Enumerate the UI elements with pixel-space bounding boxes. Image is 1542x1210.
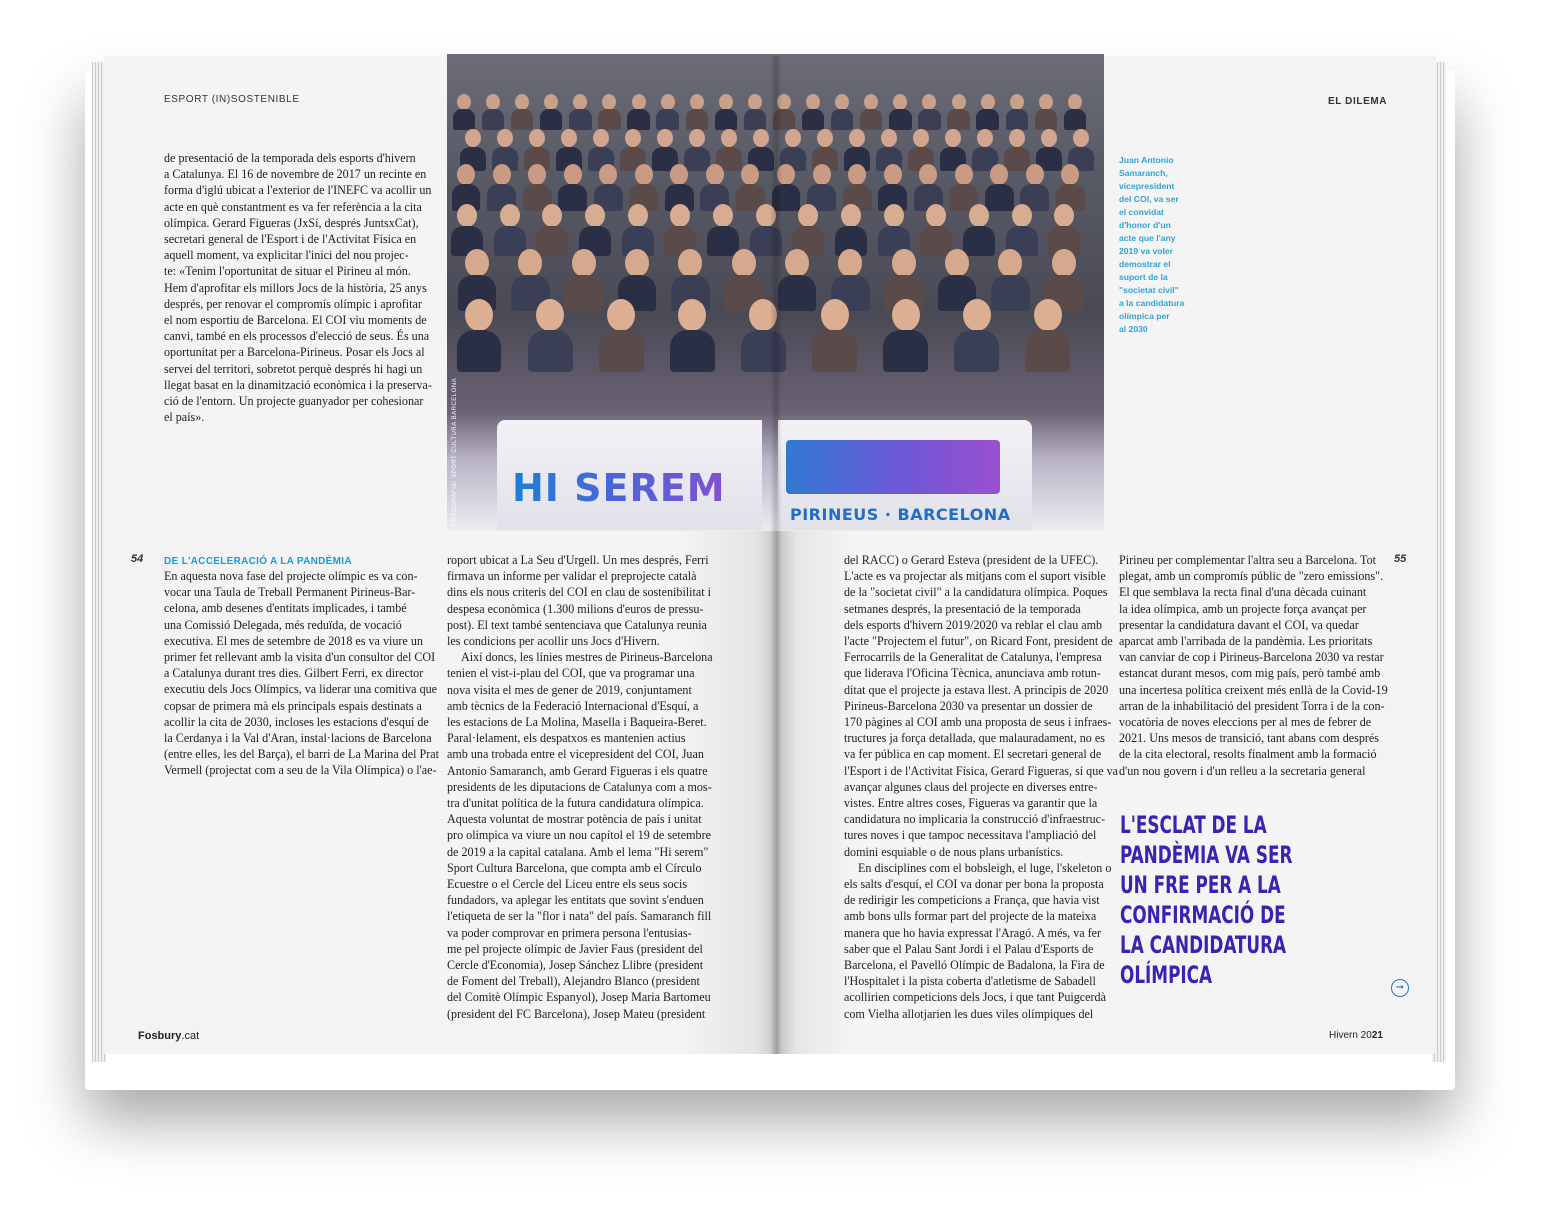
crowd-person	[926, 204, 946, 227]
crowd-suit	[598, 109, 620, 130]
crowd-person	[529, 129, 545, 147]
text-line: manera que ho havia expressat l'Aragó. A més, va fer	[844, 925, 1102, 940]
text-line: tructures ja força detallada, que malauradament, no es	[844, 731, 1105, 746]
text-line: amb bons ulls formar part del projecte de la mateixa	[844, 909, 1097, 924]
caption-line: 2019 va voler	[1119, 246, 1173, 256]
crowd-suit	[802, 109, 824, 130]
crowd-suit	[707, 226, 739, 256]
text-line: copsar de primera mà els principals espais destinats a	[164, 698, 422, 713]
text-line: primer fet rellevant amb la visita d'un consultor del COI	[164, 650, 436, 665]
intro-column	[164, 150, 430, 425]
crowd-person	[670, 164, 688, 185]
crowd-person	[599, 164, 617, 185]
crowd-person	[1010, 94, 1024, 110]
crowd-person	[1012, 204, 1032, 227]
crowd-person	[969, 204, 989, 227]
crowd-suit	[511, 109, 533, 130]
crowd-person	[536, 299, 564, 331]
text-line: candidatura no implicaria la construcció d'infraestruc-	[844, 812, 1106, 827]
text-line: el país».	[164, 410, 205, 425]
crowd-person	[798, 204, 818, 227]
crowd-person	[1068, 94, 1082, 110]
crowd-suit	[627, 109, 649, 130]
crowd-suit	[453, 109, 475, 130]
text-line: del Comitè Olímpic Espanyol), Josep Maria Bartomeu	[447, 990, 711, 1005]
crowd-person	[465, 129, 481, 147]
text-line: aparcat amb l'arribada de la pandèmia. Les prioritats	[1119, 634, 1373, 649]
crowd-person	[625, 249, 649, 277]
text-line: secretari general de l'Esport i de l'Activitat Física en	[164, 232, 417, 247]
crowd-person	[881, 129, 897, 147]
crowd-person	[892, 249, 916, 277]
text-line: arran de la inhabilitació del president Torra i de la con-	[1119, 698, 1385, 713]
text-line: llegat basat en la dinamització econòmica i la preserva-	[164, 377, 432, 392]
text-line: olímpica. Gerard Figueras (JxSí, després JuntsxCat),	[164, 215, 419, 230]
text-line: avançar algunes claus del projecte en diverses entre-	[844, 779, 1098, 794]
crowd-suit	[715, 109, 737, 130]
crowd-suit	[536, 226, 568, 256]
crowd-person	[849, 129, 865, 147]
text-line: a Catalunya. El 16 de novembre de 2017 un recinte en	[164, 167, 427, 182]
crowd-person	[465, 299, 493, 331]
text-line: pro olímpica va viure un nou capítol el 19 de setembre	[447, 828, 711, 843]
crowd-person	[528, 164, 546, 185]
text-line: el nom esportiu de Barcelona. El COI viu moments de	[164, 313, 427, 328]
pullquote-line: LA CANDIDATURA	[1120, 931, 1287, 959]
crowd-person	[864, 94, 878, 110]
text-line: vocatòria de noves eleccions per al mes de febrer de	[1119, 715, 1372, 730]
text-line-group	[1119, 552, 1389, 779]
caption-line: a la candidatura	[1119, 298, 1185, 308]
text-line: la idea olímpica, amb un projecte força avançat per	[1119, 601, 1367, 616]
text-line: de la cita electoral, resolts finalment amb la formació	[1119, 747, 1377, 762]
crowd-suit	[684, 147, 710, 171]
crowd-person	[457, 204, 477, 227]
text-line: estancat durant mesos, com mig país, però també amb	[1119, 666, 1381, 681]
pullquote-line: OLÍMPICA	[1120, 961, 1213, 989]
crowd-person	[719, 94, 733, 110]
text-line: oportunitat per a Barcelona-Pirineus. Posar els Jocs al	[164, 345, 425, 360]
text-line: Hem d'aprofitar els millors Jocs de la història, 25 anys	[164, 280, 427, 295]
crowd-suit	[564, 275, 602, 311]
text-line: Sport Cultura Barcelona, que compta amb el Círculo	[447, 860, 702, 875]
crowd-suit	[569, 109, 591, 130]
crowd-suit	[918, 109, 940, 130]
caption-line: el convidat	[1119, 207, 1164, 217]
text-line: me pel projecte olímpic de Javier Faus (president del	[447, 941, 703, 956]
text-line: vistes. Entre altres coses, Figueras va garantir que la	[844, 796, 1098, 811]
crowd-person	[884, 164, 902, 185]
text-line: l'Esport i de l'Activitat Física, Gerard Figueras, sí que va	[844, 763, 1119, 778]
photo-caption	[1119, 154, 1199, 336]
crowd-suit	[812, 330, 857, 372]
crowd-person	[913, 129, 929, 147]
crowd-suit	[883, 330, 928, 372]
crowd-suit	[744, 109, 766, 130]
text-line: de redirigir les competicions a França, que havia vist	[844, 893, 1100, 908]
caption-line: al 2030	[1119, 324, 1148, 334]
text-line: va fer pública en cap moment. El secretari general de	[844, 747, 1102, 762]
footer-year: 21	[1371, 1030, 1383, 1041]
crowd-suit	[976, 109, 998, 130]
text-line-group	[447, 552, 717, 649]
crowd-person	[841, 204, 861, 227]
crowd-person	[706, 164, 724, 185]
text-line: Ecuestre o el Cercle del Liceu entre els seus socis	[447, 877, 688, 892]
crowd-suit	[686, 109, 708, 130]
text-line: d'un nou govern i d'un relleu a la secretaria general	[1119, 763, 1366, 778]
body-column-2	[447, 552, 717, 1022]
crowd-person	[670, 204, 690, 227]
caption-line: olímpica per	[1119, 311, 1170, 321]
caption-line: suport de la	[1119, 272, 1168, 282]
running-head-left: ESPORT (IN)SOSTENIBLE	[164, 94, 300, 105]
crowd-person	[493, 164, 511, 185]
text-line: dels esports d'hivern 2019/2020 va reblar el clau amb	[844, 617, 1103, 632]
crowd-person	[635, 164, 653, 185]
text-line: a Catalunya durant tres dies. Gilbert Ferri, ex director	[164, 666, 424, 681]
text-line: acollirien competicions dels Jocs, i que tant Puigcerdà	[844, 990, 1106, 1005]
text-line: de Foment del Treball), Alejandro Blanco (president	[447, 974, 700, 989]
text-line: presentar la candidatura davant el COI, va quedar	[1119, 617, 1359, 632]
banner-left-text: HI SEREM	[512, 466, 726, 510]
text-line: celona, amb desenes d'entitats implicades, i també	[164, 601, 407, 616]
pullquote-line: UN FRE PER A LA	[1120, 871, 1281, 899]
text-line: En disciplines com el bobsleigh, el luge, l'skeleton o	[858, 860, 1112, 875]
text-line: Paral·lelament, els despatxos es mantenien actius	[447, 731, 686, 746]
crowd-person	[661, 94, 675, 110]
caption-line: "societat civil"	[1119, 285, 1179, 295]
barcelona-skyline-icon	[786, 440, 1000, 494]
crowd-person	[892, 299, 920, 331]
crowd-person	[806, 94, 820, 110]
crowd-suit	[482, 109, 504, 130]
text-line: Barcelona, el Pavelló Olímpic de Badalona, la Fira de	[844, 958, 1105, 973]
body-column-1	[164, 568, 440, 779]
text-line: vocar una Taula de Treball Permanent Pirineus-Bar-	[164, 585, 416, 600]
crowd-person	[713, 204, 733, 227]
text-line: del RACC) o Gerard Esteva (president de la UFEC).	[844, 553, 1099, 567]
footer-brand	[138, 1030, 199, 1042]
crowd-suit	[889, 109, 911, 130]
crowd-person	[998, 249, 1022, 277]
crowd-person	[963, 299, 991, 331]
crowd-person	[632, 94, 646, 110]
text-line: presidents de les diputacions de Catalunya com a mos-	[447, 779, 712, 794]
text-line: com Vielha allotjarien les dues viles olímpiques del	[844, 1006, 1094, 1021]
text-line-group	[164, 150, 430, 425]
crowd-person	[1061, 164, 1079, 185]
crowd-person	[838, 249, 862, 277]
text-line: (entre elles, les del Barça), el barri de La Marina del Prat	[164, 747, 440, 762]
crowd-suit	[954, 330, 999, 372]
text-line: les condicions per acollir uns Jocs d'Hivern.	[447, 634, 660, 649]
body-column-4	[1119, 552, 1389, 779]
text-line: nova visita el mes de gener de 2019, conjuntament	[447, 682, 692, 697]
crowd-person	[457, 94, 471, 110]
crowd-person	[625, 129, 641, 147]
text-line: L'acte es va projectar als mitjans com el suport visible	[844, 569, 1106, 584]
crowd-suit	[656, 109, 678, 130]
text-line: post). El text també sentenciava que Catalunya reunia	[447, 617, 707, 632]
text-line: que liderava l'Oficina Tècnica, anunciava amb rotun-	[844, 666, 1101, 681]
text-line: Pirineu per complementar l'altra seu a Barcelona. Tot	[1119, 553, 1376, 567]
caption-line: acte que l'any	[1119, 233, 1176, 243]
caption-line: d'honor d'un	[1119, 220, 1171, 230]
running-head-right: EL DILEMA	[1328, 96, 1388, 107]
text-line: El que semblava la recta final d'una dècada cuinant	[1119, 585, 1367, 600]
crowd-person	[1009, 129, 1025, 147]
crowd-person	[628, 204, 648, 227]
crowd-suit	[963, 226, 995, 256]
text-line: En aquesta nova fase del projecte olímpic es va con-	[164, 569, 418, 583]
crowd-person	[817, 129, 833, 147]
crowd-person	[945, 249, 969, 277]
caption-line-group	[1119, 154, 1199, 336]
crowd-person	[1073, 129, 1089, 147]
crowd-person	[952, 94, 966, 110]
pullquote-line-group	[1120, 810, 1292, 990]
text-line: l'acte "Projectem el futur", on Ricard Font, president de	[844, 634, 1113, 649]
crowd-person	[657, 129, 673, 147]
crowd-person	[585, 204, 605, 227]
crowd-person	[835, 94, 849, 110]
crowd-person	[753, 129, 769, 147]
text-line: les estacions de La Molina, Masella i Baqueira-Beret.	[447, 715, 707, 730]
text-line: amb una trobada entre el vicepresident del COI, Juan	[447, 747, 704, 762]
text-line-group	[447, 649, 717, 1022]
crowd-person	[945, 129, 961, 147]
crowd-person	[1026, 164, 1044, 185]
text-line: Aquesta voluntat de mostrar potència de país i unitat	[447, 812, 702, 827]
text-line: servei del territori, sobretot perquè després hi hagi un	[164, 361, 423, 376]
text-line: canvi, també en els processos d'elecció de seus. És una	[164, 329, 430, 344]
text-line: executiva. El mes de setembre de 2018 es va viure un	[164, 633, 423, 648]
text-line: de 2019 a la capital catalana. Amb el lema "Hi serem"	[447, 844, 709, 859]
next-arrow-icon[interactable]: ➞	[1391, 979, 1409, 997]
text-line: una Comissió Delegada, més reduïda, de vocació	[164, 617, 402, 632]
crowd-person	[690, 94, 704, 110]
pullquote-line: CONFIRMACIÓ DE	[1120, 901, 1286, 929]
text-line: l'etiqueta de ser la "flor i nata" del país. Samaranch fill	[447, 909, 712, 924]
crowd-person	[848, 164, 866, 185]
crowd-suit	[558, 184, 587, 211]
text-line: (president del FC Barcelona), Josep Mateu (president	[447, 1006, 706, 1021]
crowd-person	[572, 249, 596, 277]
text-line: Així doncs, les línies mestres de Pirineus-Barcelona	[461, 650, 713, 665]
crowd-person	[732, 249, 756, 277]
footer-season: Hivern 20	[1329, 1030, 1372, 1041]
crowd-suit	[1064, 109, 1086, 130]
crowd-suit	[1025, 330, 1070, 372]
caption-line: Samaranch,	[1119, 168, 1168, 178]
crowd-person	[678, 249, 702, 277]
crowd-suit	[831, 109, 853, 130]
caption-line: del COI, va ser	[1119, 194, 1179, 204]
banner-right-text: PIRINEUS · BARCELONA	[790, 505, 1011, 524]
crowd-person	[893, 94, 907, 110]
crowd-person	[561, 129, 577, 147]
text-line: la Cerdanya i la Val d'Aran, instal·lacions de Barcelona	[164, 731, 432, 746]
text-line: Vermell (projectat com a seu de la Vila Olímpica) o l'ae-	[164, 763, 437, 778]
crowd-suit	[670, 330, 715, 372]
crowd-person	[564, 164, 582, 185]
crowd-suit	[920, 226, 952, 256]
crowd-person	[813, 164, 831, 185]
text-line: acollir la cita de 2030, incloses les estacions d'esquí de	[164, 714, 429, 729]
crowd-person	[990, 164, 1008, 185]
crowd-person	[981, 94, 995, 110]
text-line: aquell moment, va explicitar l'inici del nou projec-	[164, 248, 409, 263]
text-line: Ferrocarrils de la Generalitat de Catalunya, l'empresa	[844, 650, 1102, 665]
crowd-person	[500, 204, 520, 227]
text-line-group	[844, 860, 1114, 1022]
text-line: tures noves i que tampoc necessitava l'ampliació del	[844, 828, 1097, 843]
text-line-group	[164, 568, 440, 779]
text-line: roport ubicat a La Seu d'Urgell. Un mes després, Ferri	[447, 553, 709, 567]
crowd-person	[884, 204, 904, 227]
crowd-suit	[985, 184, 1014, 211]
text-line: forma d'iglú ubicat a l'exterior de l'INEFC va acollir un	[164, 183, 432, 198]
text-line: tra d'unitat política de la futura candidatura olímpica.	[447, 796, 704, 811]
text-line: ció de l'entorn. Un projecte guanyador per cohesionar	[164, 394, 424, 409]
crowd-person	[977, 129, 993, 147]
crowd-person	[785, 249, 809, 277]
text-line: 170 pàgines al COI amb una proposta de seus i infraes-	[844, 715, 1112, 730]
text-line: amb tècnics de la Federació Internacional d'Esquí, a	[447, 698, 699, 713]
crowd-suit	[599, 330, 644, 372]
crowd-person	[741, 164, 759, 185]
caption-line: Juan Antonio	[1119, 155, 1174, 165]
crowd-person	[1054, 204, 1074, 227]
crowd-person	[955, 164, 973, 185]
text-line: executiu dels Jocs Olímpics, va liderar una comitiva que	[164, 682, 438, 697]
text-line: despesa econòmica (1.300 milions d'euros de pressu-	[447, 601, 704, 616]
text-line: te: «Tenim l'oportunitat de situar el Pirineu al món.	[164, 264, 411, 279]
text-line: setmanes després, la presentació de la temporada	[844, 601, 1081, 616]
crowd-person	[821, 299, 849, 331]
crowd-person	[573, 94, 587, 110]
crowd-person	[542, 204, 562, 227]
text-line: firmava un informe per validar el preprojecte català	[447, 569, 697, 584]
crowd-person	[607, 299, 635, 331]
text-line: van canviar de cop i Pirineus-Barcelona 2030 va restar	[1119, 650, 1384, 665]
footer-brand-domain: .cat	[181, 1030, 200, 1042]
text-line: va poder comprovar en primera persona l'entusias-	[447, 925, 692, 940]
crowd-person	[593, 129, 609, 147]
text-line: domini esquiable o de nous plans urbanístics.	[844, 844, 1064, 859]
crowd-suit	[1035, 109, 1057, 130]
crowd-suit	[457, 330, 502, 372]
text-line: ditat que el projecte ja estava llest. A principis de 2020	[844, 682, 1109, 697]
footer-issue	[1329, 1030, 1383, 1041]
crowd-person	[497, 129, 513, 147]
crowd-suit	[947, 109, 969, 130]
caption-line: vicepresident	[1119, 181, 1175, 191]
crowd-person	[515, 94, 529, 110]
pullquote-line: L'ESCLAT DE LA	[1120, 811, 1267, 839]
text-line: Antonio Samaranch, amb Gerard Figueras i els quatre	[447, 763, 708, 778]
crowd-person	[748, 94, 762, 110]
crowd-person	[919, 164, 937, 185]
crowd-person	[1034, 299, 1062, 331]
crowd-suit	[860, 109, 882, 130]
text-line-group	[844, 552, 1119, 860]
text-line: després, per renovar el compromís olímpic i aprofitar	[164, 296, 422, 311]
crowd-person	[678, 299, 706, 331]
crowd-person	[457, 164, 475, 185]
crowd-person	[1039, 94, 1053, 110]
text-line: saber que el Palau Sant Jordi i el Palau d'Esports de	[844, 941, 1094, 956]
crowd-person	[785, 129, 801, 147]
text-line: plegat, amb un compromís públic de "zero emissions".	[1119, 569, 1384, 584]
crowd-suit	[1006, 109, 1028, 130]
crowd-person	[689, 129, 705, 147]
footer-brand-name: Fosbury	[138, 1030, 182, 1042]
crowd-person	[518, 249, 542, 277]
crowd-suit	[778, 275, 816, 311]
text-line: els salts d'esquí, el COI va donar per bona la proposta	[844, 877, 1104, 892]
photo-credit: FOTOGRAFIA: SPORT CULTURA BARCELONA	[452, 377, 458, 526]
crowd-person	[602, 94, 616, 110]
crowd-suit	[494, 226, 526, 256]
text-line: 2021. Uns mesos de transició, tant abans com després	[1119, 731, 1379, 746]
text-line: una incertesa política creixent més enllà de la Covid-19	[1119, 682, 1388, 697]
crowd-person	[721, 129, 737, 147]
text-line: fundadors, va aplegar les entitats que sovint s'enduen	[447, 893, 704, 908]
text-line: de presentació de la temporada dels esports d'hivern	[164, 151, 416, 165]
crowd-person	[922, 94, 936, 110]
crowd-suit	[991, 275, 1029, 311]
crowd-person	[1041, 129, 1057, 147]
text-line: tenien el vist-i-plau del COI, que va programar una	[447, 666, 695, 681]
pull-quote	[1120, 810, 1292, 990]
text-line: Pirineus-Barcelona 2030 va presentar un dossier de	[844, 698, 1093, 713]
body-column-3	[844, 552, 1119, 1022]
crowd-person	[1052, 249, 1076, 277]
pullquote-line: PANDÈMIA VA SER	[1120, 841, 1293, 869]
spine-gutter	[770, 56, 782, 1054]
caption-line: demostrar el	[1119, 259, 1171, 269]
text-line: dins els nous criteris del COI en clau de sostenibilitat i	[447, 585, 711, 600]
crowd-person	[544, 94, 558, 110]
crowd-suit	[1004, 147, 1030, 171]
text-line: acte en què constantment es va fer referència a la cita	[164, 199, 422, 214]
crowd-suit	[540, 109, 562, 130]
text-line: l'Hospitalet i la pista coberta d'atletisme de Sabadell	[844, 974, 1096, 989]
page-number-right: 55	[1394, 553, 1407, 565]
text-line: de la "societat civil" a la candidatura olímpica. Poques	[844, 585, 1108, 600]
crowd-person	[465, 249, 489, 277]
crowd-suit	[528, 330, 573, 372]
section-subhead: DE L'ACCELERACIÓ A LA PANDÈMIA	[164, 556, 352, 567]
text-line: Cercle d'Economia), Josep Sánchez Llibre (president	[447, 958, 704, 973]
page-number-left: 54	[131, 553, 144, 565]
crowd-person	[486, 94, 500, 110]
